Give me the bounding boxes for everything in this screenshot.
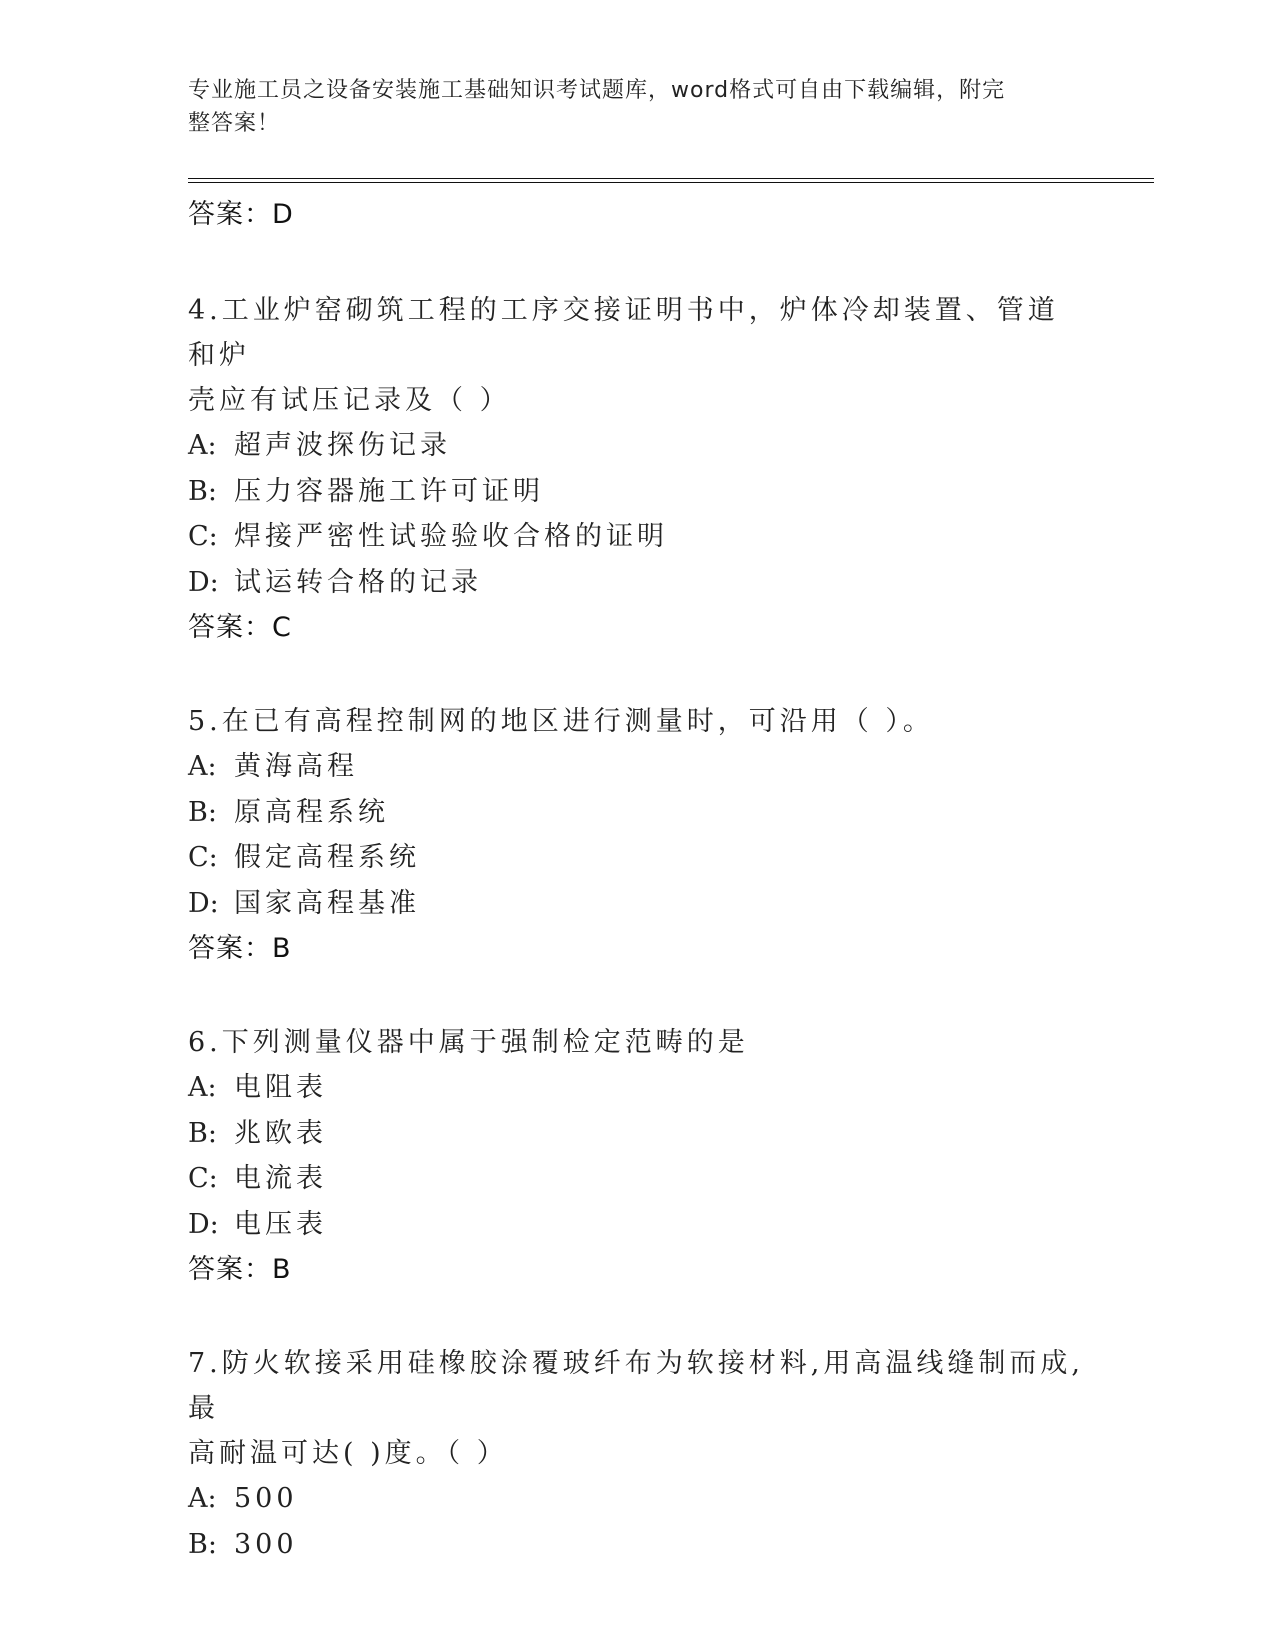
option-key: C: <box>188 1163 218 1194</box>
option-key: B: <box>188 1117 217 1149</box>
option-key: D: <box>188 887 219 919</box>
header-line-1: 专业施工员之设备安装施工基础知识考试题库，word格式可自由下载编辑，附完 <box>188 78 1006 103</box>
option-b <box>188 790 1088 836</box>
option-text: 压力容器施工许可证明 <box>234 475 544 507</box>
option-key: D: <box>188 566 219 598</box>
question-text-cont: 高耐温可达( )度。（ ） <box>188 1438 508 1469</box>
question-list <box>188 192 1088 1615</box>
answer-label: 答案：B <box>188 1254 292 1285</box>
question-text: 6.下列测量仪器中属于强制检定范畴的是 <box>188 1027 749 1058</box>
option-c <box>188 1156 1088 1202</box>
header-line-2: 整答案！ <box>188 111 281 136</box>
option-d <box>188 1202 1088 1248</box>
option-c <box>188 835 1088 881</box>
answer-label: 答案：D <box>188 199 294 230</box>
option-text: 国家高程基准 <box>234 887 420 919</box>
option-key: B: <box>188 475 217 507</box>
option-text: 焊接严密性试验验收合格的证明 <box>234 521 668 552</box>
option-a <box>188 1476 1088 1522</box>
option-c <box>188 514 1088 560</box>
option-text: 超声波探伤记录 <box>234 430 451 461</box>
document-header <box>188 74 1068 140</box>
question-6 <box>188 1020 1088 1293</box>
option-a <box>188 744 1088 790</box>
option-key: B: <box>188 1528 217 1560</box>
option-text: 电阻表 <box>234 1072 327 1103</box>
option-key: B: <box>188 796 217 828</box>
option-text: 300 <box>234 1528 298 1560</box>
option-text: 试运转合格的记录 <box>234 566 482 598</box>
option-b <box>188 1522 1088 1568</box>
question-7 <box>188 1341 1088 1567</box>
question-4 <box>188 288 1088 651</box>
question-text: 4.工业炉窑砌筑工程的工序交接证明书中，炉体冷却装置、管道和炉 <box>188 295 1059 371</box>
option-key: C: <box>188 842 218 873</box>
option-key: A: <box>188 751 217 782</box>
option-text: 电流表 <box>234 1163 327 1194</box>
question-text: 5.在已有高程控制网的地区进行测量时，可沿用（ ）。 <box>188 706 934 737</box>
option-text: 电压表 <box>234 1208 327 1240</box>
option-a <box>188 423 1088 469</box>
option-key: A: <box>188 1072 217 1103</box>
option-key: A: <box>188 430 217 461</box>
answer-label: 答案：C <box>188 612 292 643</box>
option-d <box>188 881 1088 927</box>
option-d <box>188 560 1088 606</box>
question-text-cont: 壳应有试压记录及（ ） <box>188 385 511 416</box>
option-b <box>188 469 1088 515</box>
answer-label: 答案：B <box>188 933 292 964</box>
option-key: A: <box>188 1483 217 1514</box>
option-a <box>188 1065 1088 1111</box>
question-text: 7.防火软接采用硅橡胶涂覆玻纤布为软接材料,用高温线缝制而成,最 <box>188 1348 1084 1424</box>
option-text: 兆欧表 <box>234 1117 327 1149</box>
option-text: 假定高程系统 <box>234 842 420 873</box>
option-text: 原高程系统 <box>234 796 389 828</box>
question-5 <box>188 699 1088 972</box>
option-key: D: <box>188 1208 219 1240</box>
option-text: 黄海高程 <box>234 751 358 782</box>
option-b <box>188 1111 1088 1157</box>
option-key: C: <box>188 521 218 552</box>
option-text: 500 <box>234 1483 298 1514</box>
header-divider <box>188 178 1154 183</box>
